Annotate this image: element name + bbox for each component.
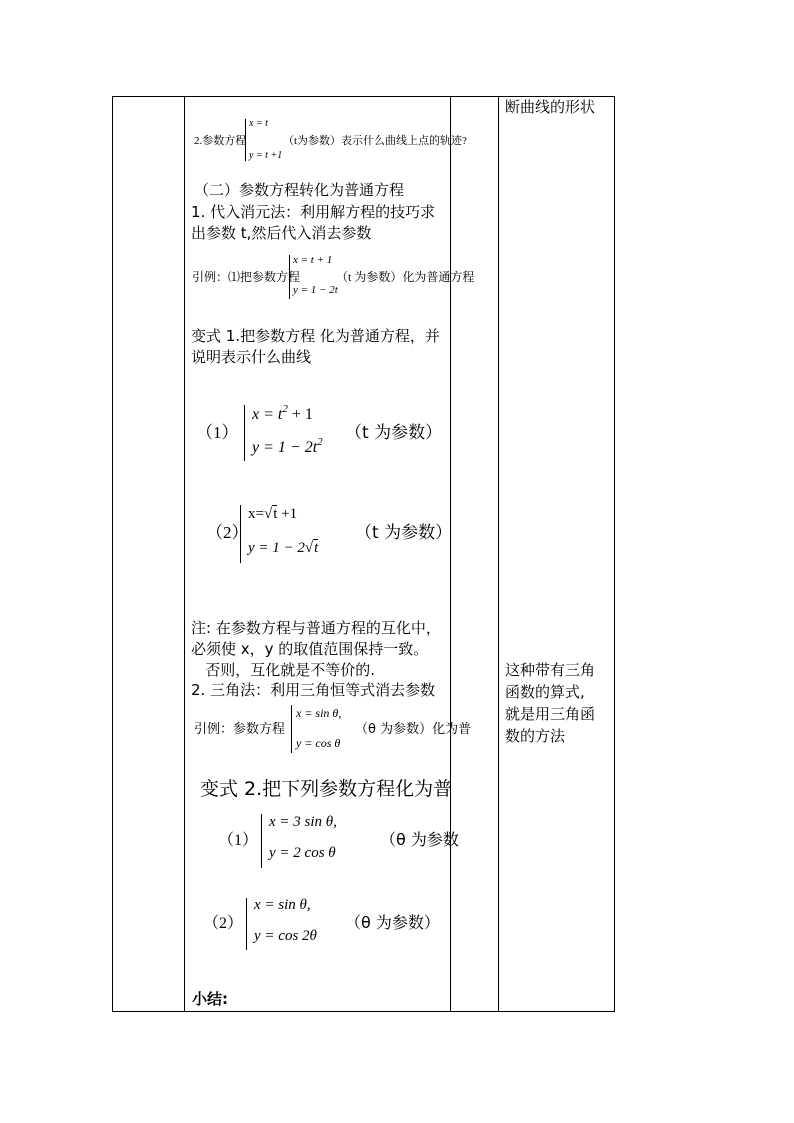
item2-suffix: （t为参数）表示什么曲线上点的轨迹? bbox=[283, 135, 467, 147]
v2-2-brace bbox=[246, 898, 247, 950]
v2-1-brace bbox=[261, 814, 262, 868]
v2-1-eq1: x = 3 sin θ, bbox=[269, 814, 337, 830]
v1-2-param: （t 为参数） bbox=[355, 523, 453, 543]
v1-1-eq2 bbox=[252, 436, 323, 457]
v1-1-eq2-base: y = 1 − 2t bbox=[252, 439, 318, 456]
v1-2-eq1-left: x= bbox=[248, 506, 264, 522]
v1-2-eq2-radicand: t bbox=[314, 540, 319, 556]
col4-mid-note bbox=[505, 659, 595, 747]
summary-heading: 小结: bbox=[192, 990, 228, 1008]
item2-prefix: 2.参数方程 bbox=[194, 135, 247, 147]
example1-prefix: 引例：⑴把参数方程 bbox=[192, 270, 301, 284]
v1-1-eq1 bbox=[252, 403, 313, 424]
col4-mid-note-line: 函数的算式, bbox=[505, 683, 585, 701]
method1-line: 出参数 t,然后代入消去参数 bbox=[191, 224, 372, 242]
note-line: 注: 在参数方程与普通方程的互化中， bbox=[191, 619, 441, 637]
v2-2-param: （θ 为参数） bbox=[345, 913, 440, 932]
example1-suffix: （t 为参数）化为普通方程 bbox=[336, 270, 475, 284]
example2-eq1: x = sin θ, bbox=[296, 706, 342, 720]
variant2-title: 变式 2.把下列参数方程化为普 bbox=[200, 778, 453, 800]
table-border-col3 bbox=[450, 96, 451, 1012]
v1-1-label: （1） bbox=[196, 423, 239, 442]
variant1-text bbox=[191, 326, 440, 368]
v1-1-eq2-exponent: 2 bbox=[317, 436, 323, 448]
v1-2-label: （2） bbox=[206, 523, 249, 542]
variant1-line: 变式 1.把参数方程 化为普通方程，并 bbox=[191, 327, 440, 345]
note-text bbox=[191, 618, 441, 681]
v1-1-brace bbox=[244, 405, 245, 461]
method1-line: 1. 代入消元法：利用解方程的技巧求 bbox=[191, 203, 436, 221]
v1-2-eq2: y = 1 − 2√t bbox=[248, 540, 319, 556]
v2-1-label: （1） bbox=[218, 832, 259, 849]
example1-eq1: x = t + 1 bbox=[293, 254, 333, 266]
item2-eq1: x = t bbox=[249, 118, 268, 129]
v1-1-eq1-tail: + 1 bbox=[287, 406, 313, 423]
v1-2-eq1: x=√t +1 bbox=[248, 506, 298, 522]
item2-brace bbox=[245, 119, 246, 161]
example2-brace bbox=[291, 705, 292, 753]
v2-1-eq2: y = 2 cos θ bbox=[269, 845, 336, 861]
example1-brace bbox=[289, 255, 290, 299]
v2-1-param: （θ 为参数 bbox=[380, 830, 459, 849]
method1-text bbox=[191, 202, 435, 244]
table-border-right bbox=[614, 96, 615, 1012]
col4-mid-note-line: 数的方法 bbox=[505, 727, 566, 745]
table-border-col1 bbox=[112, 96, 113, 1012]
example2-suffix: （θ 为参数）化为普 bbox=[355, 722, 472, 737]
v2-2-label: （2） bbox=[203, 915, 244, 932]
table-bottom-border bbox=[112, 1011, 614, 1012]
v2-2-eq2: y = cos 2θ bbox=[254, 928, 317, 944]
v1-2-eq1-tail: +1 bbox=[277, 506, 298, 522]
variant1-line: 说明表示什么曲线 bbox=[191, 348, 312, 366]
v1-1-eq1-exponent: 2 bbox=[282, 403, 288, 415]
table-border-col4 bbox=[498, 96, 499, 1012]
example1-eq2: y = 1 − 2t bbox=[293, 284, 338, 296]
item2-eq2: y = t +1 bbox=[249, 150, 283, 161]
section-title: （二）参数方程转化为普通方程 bbox=[194, 181, 405, 199]
col4-mid-note-line: 就是用三角函 bbox=[505, 705, 596, 723]
content-column bbox=[185, 97, 475, 1011]
col4-mid-note-line: 这种带有三角 bbox=[505, 661, 596, 679]
v1-2-eq2-left: y = 1 − 2 bbox=[248, 540, 305, 556]
note-line: 否则，互化就是不等价的. bbox=[191, 661, 376, 679]
v1-2-eq1-radicand: t bbox=[273, 506, 278, 522]
method2-text: 2. 三角法：利用三角恒等式消去参数 bbox=[191, 681, 436, 699]
v1-2-brace bbox=[240, 505, 241, 563]
v1-1-param: （t 为参数） bbox=[345, 423, 443, 443]
example2-eq2: y = cos θ bbox=[296, 736, 341, 750]
v1-1-eq1-base: x = t bbox=[252, 406, 283, 423]
note-line: 必须使 x，y 的取值范围保持一致。 bbox=[191, 640, 429, 658]
example2-prefix: 引例：参数方程 bbox=[194, 722, 286, 737]
v2-2-eq1: x = sin θ, bbox=[254, 897, 311, 913]
col4-top-note: 断曲线的形状 bbox=[505, 98, 596, 116]
